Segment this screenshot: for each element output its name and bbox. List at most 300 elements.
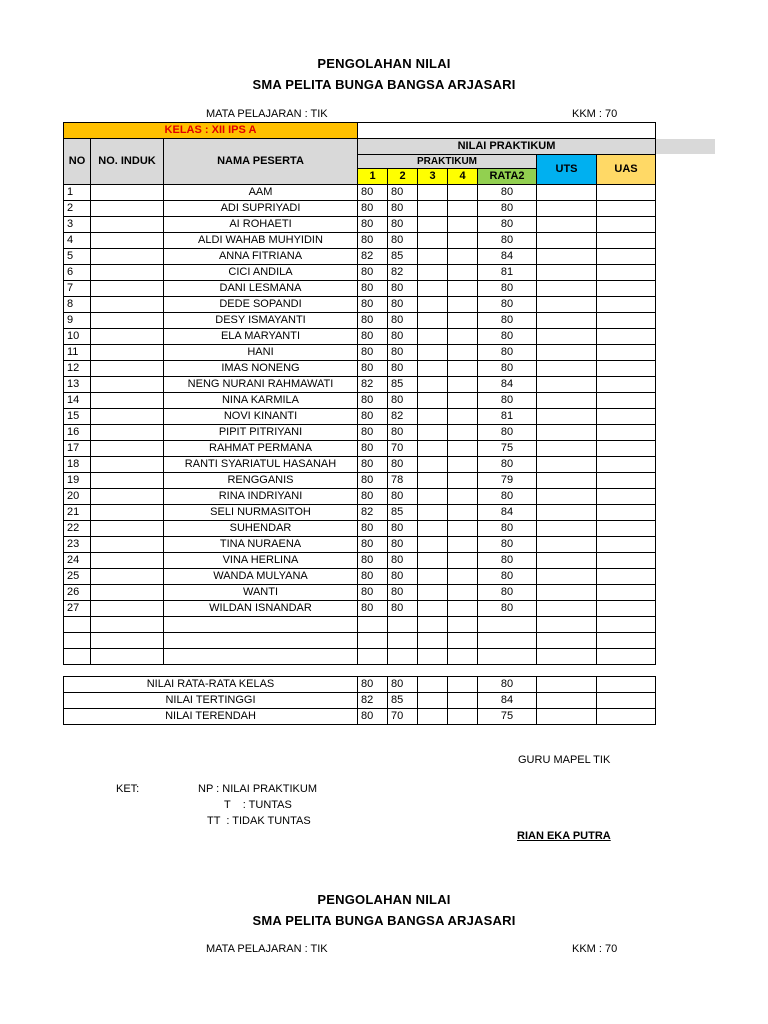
cell-uts [537, 377, 597, 393]
cell-uas [597, 345, 656, 361]
cell-no-induk [91, 217, 164, 233]
cell-uts [537, 217, 597, 233]
cell-uts [537, 633, 597, 649]
cell-no: 15 [64, 409, 91, 425]
cell-rata2: 80 [478, 313, 537, 329]
cell-uas [597, 633, 656, 649]
header-p4: 4 [448, 169, 478, 185]
cell-no-induk [91, 441, 164, 457]
cell-p3 [418, 329, 448, 345]
cell-uts [537, 201, 597, 217]
cell-nama: NENG NURANI RAHMAWATI [164, 377, 358, 393]
table-row [64, 505, 656, 521]
cell-uas [597, 553, 656, 569]
cell-p4 [448, 233, 478, 249]
cell-p3 [418, 313, 448, 329]
cell-p3 [418, 409, 448, 425]
cell-p2: 85 [388, 377, 418, 393]
cell-p1: 80 [358, 345, 388, 361]
cell-rata2: 84 [478, 249, 537, 265]
cell-p3 [418, 585, 448, 601]
cell-rata2: 75 [478, 441, 537, 457]
header-praktikum: PRAKTIKUM [358, 155, 537, 169]
cell-no: 3 [64, 217, 91, 233]
table-row [64, 601, 656, 617]
cell-no-induk [91, 585, 164, 601]
cell-p4 [448, 217, 478, 233]
cell-no-induk [91, 345, 164, 361]
summary-p2: 80 [388, 677, 418, 693]
cell-p3 [418, 649, 448, 665]
cell-uas [597, 537, 656, 553]
subject-label-2: MATA PELAJARAN : TIK [206, 943, 328, 955]
cell-p2: 80 [388, 457, 418, 473]
summary-label: NILAI TERTINGGI [64, 693, 358, 709]
cell-p2: 85 [388, 505, 418, 521]
cell-rata2 [478, 649, 537, 665]
cell-p3 [418, 233, 448, 249]
cell-p2: 78 [388, 473, 418, 489]
cell-p4 [448, 281, 478, 297]
cell-p4 [448, 201, 478, 217]
cell-no: 6 [64, 265, 91, 281]
cell-no: 13 [64, 377, 91, 393]
summary-uts [537, 709, 597, 725]
ket-label: KET: [116, 783, 140, 795]
cell-p4 [448, 569, 478, 585]
cell-nama: PIPIT PITRIYANI [164, 425, 358, 441]
cell-p1: 80 [358, 489, 388, 505]
cell-nama: ADI SUPRIYADI [164, 201, 358, 217]
cell-p4 [448, 265, 478, 281]
cell-no: 27 [64, 601, 91, 617]
cell-uts [537, 553, 597, 569]
cell-rata2: 80 [478, 601, 537, 617]
cell-p4 [448, 377, 478, 393]
cell-nama [164, 649, 358, 665]
cell-no-induk [91, 185, 164, 201]
table-row [64, 553, 656, 569]
table-row [64, 217, 656, 233]
cell-no-induk [91, 425, 164, 441]
cell-rata2: 80 [478, 185, 537, 201]
cell-rata2: 80 [478, 393, 537, 409]
cell-uas [597, 329, 656, 345]
cell-p2: 80 [388, 201, 418, 217]
cell-no: 5 [64, 249, 91, 265]
table-row [64, 185, 656, 201]
cell-p2: 80 [388, 393, 418, 409]
ket-t: T : TUNTAS [224, 799, 292, 811]
cell-p2: 70 [388, 441, 418, 457]
cell-rata2: 79 [478, 473, 537, 489]
cell-uts [537, 329, 597, 345]
cell-no: 17 [64, 441, 91, 457]
cell-rata2: 80 [478, 585, 537, 601]
header-spacer [358, 123, 656, 139]
table-row [64, 457, 656, 473]
cell-no: 21 [64, 505, 91, 521]
cell-rata2: 80 [478, 425, 537, 441]
cell-p3 [418, 377, 448, 393]
cell-uts [537, 441, 597, 457]
summary-uts [537, 693, 597, 709]
cell-p3 [418, 217, 448, 233]
cell-no: 26 [64, 585, 91, 601]
cell-nama: ANNA FITRIANA [164, 249, 358, 265]
cell-uts [537, 281, 597, 297]
cell-p4 [448, 585, 478, 601]
table-row [64, 521, 656, 537]
cell-p1: 80 [358, 281, 388, 297]
summary-p1: 80 [358, 677, 388, 693]
summary-p1: 82 [358, 693, 388, 709]
cell-no-induk [91, 297, 164, 313]
table-row [64, 425, 656, 441]
cell-p1: 80 [358, 521, 388, 537]
header-p1: 1 [358, 169, 388, 185]
cell-p4 [448, 361, 478, 377]
cell-uts [537, 601, 597, 617]
cell-rata2 [478, 617, 537, 633]
cell-p2: 80 [388, 601, 418, 617]
cell-no: 10 [64, 329, 91, 345]
cell-p2: 82 [388, 409, 418, 425]
table-row [64, 393, 656, 409]
cell-no-induk [91, 617, 164, 633]
cell-no-induk [91, 265, 164, 281]
cell-nama: DANI LESMANA [164, 281, 358, 297]
cell-no: 19 [64, 473, 91, 489]
cell-uas [597, 457, 656, 473]
summary-rata2: 75 [478, 709, 537, 725]
cell-uts [537, 233, 597, 249]
cell-p3 [418, 537, 448, 553]
cell-p1: 80 [358, 441, 388, 457]
cell-uas [597, 217, 656, 233]
cell-rata2: 80 [478, 489, 537, 505]
cell-p4 [448, 393, 478, 409]
cell-no-induk [91, 409, 164, 425]
cell-p4 [448, 473, 478, 489]
guru-label: GURU MAPEL TIK [518, 754, 611, 766]
cell-p2 [388, 617, 418, 633]
cell-uts [537, 345, 597, 361]
table-row [64, 345, 656, 361]
cell-no [64, 633, 91, 649]
header-uts: UTS [537, 155, 597, 185]
cell-p2: 80 [388, 329, 418, 345]
cell-no: 12 [64, 361, 91, 377]
cell-uas [597, 617, 656, 633]
cell-p3 [418, 265, 448, 281]
cell-nama: RINA INDRIYANI [164, 489, 358, 505]
summary-p3 [418, 677, 448, 693]
cell-rata2: 80 [478, 361, 537, 377]
cell-rata2: 80 [478, 457, 537, 473]
cell-p1: 80 [358, 409, 388, 425]
cell-no-induk [91, 201, 164, 217]
cell-p1: 80 [358, 313, 388, 329]
cell-rata2: 80 [478, 537, 537, 553]
cell-p3 [418, 617, 448, 633]
cell-rata2: 80 [478, 569, 537, 585]
cell-p4 [448, 521, 478, 537]
cell-p3 [418, 457, 448, 473]
table-row [64, 297, 656, 313]
cell-p3 [418, 249, 448, 265]
cell-p4 [448, 441, 478, 457]
cell-p3 [418, 489, 448, 505]
cell-p2: 80 [388, 297, 418, 313]
cell-no: 2 [64, 201, 91, 217]
summary-row [64, 677, 656, 693]
cell-p2 [388, 633, 418, 649]
cell-uts [537, 361, 597, 377]
cell-no-induk [91, 537, 164, 553]
cell-uas [597, 425, 656, 441]
cell-uts [537, 457, 597, 473]
cell-nama: HANI [164, 345, 358, 361]
table-row [64, 377, 656, 393]
header-rata2: RATA2 [478, 169, 537, 185]
cell-uts [537, 569, 597, 585]
cell-nama: AAM [164, 185, 358, 201]
cell-p3 [418, 361, 448, 377]
cell-no: 20 [64, 489, 91, 505]
cell-no-induk [91, 393, 164, 409]
cell-no [64, 617, 91, 633]
header-p2: 2 [388, 169, 418, 185]
cell-p2 [388, 649, 418, 665]
cell-nama [164, 633, 358, 649]
cell-uas [597, 441, 656, 457]
cell-no-induk [91, 473, 164, 489]
cell-p1: 80 [358, 265, 388, 281]
kelas-label: KELAS : XII IPS A [64, 123, 358, 139]
cell-nama: TINA NURAENA [164, 537, 358, 553]
cell-p4 [448, 537, 478, 553]
cell-nama: IMAS NONENG [164, 361, 358, 377]
summary-row [64, 709, 656, 725]
kkm-label: KKM : 70 [572, 108, 618, 120]
cell-nama: WILDAN ISNANDAR [164, 601, 358, 617]
cell-uas [597, 649, 656, 665]
summary-p3 [418, 709, 448, 725]
summary-p4 [448, 677, 478, 693]
table-row [64, 313, 656, 329]
cell-no: 1 [64, 185, 91, 201]
cell-no: 22 [64, 521, 91, 537]
cell-p4 [448, 601, 478, 617]
cell-p3 [418, 633, 448, 649]
cell-nama [164, 617, 358, 633]
table-row [64, 649, 656, 665]
cell-no-induk [91, 569, 164, 585]
cell-p2: 80 [388, 217, 418, 233]
header-nilai-praktikum: NILAI PRAKTIKUM [358, 139, 656, 155]
subject-label: MATA PELAJARAN : TIK [206, 108, 328, 120]
cell-p4 [448, 425, 478, 441]
cell-no-induk [91, 361, 164, 377]
cell-no-induk [91, 249, 164, 265]
cell-nama: AI ROHAETI [164, 217, 358, 233]
cell-p1: 80 [358, 185, 388, 201]
summary-p1: 80 [358, 709, 388, 725]
cell-p1: 80 [358, 297, 388, 313]
cell-rata2: 80 [478, 297, 537, 313]
cell-p1: 80 [358, 553, 388, 569]
cell-uts [537, 505, 597, 521]
cell-p3 [418, 201, 448, 217]
cell-uts [537, 489, 597, 505]
cell-no: 25 [64, 569, 91, 585]
cell-p3 [418, 441, 448, 457]
table-row [64, 201, 656, 217]
cell-no: 4 [64, 233, 91, 249]
cell-rata2: 80 [478, 329, 537, 345]
page-title: PENGOLAHAN NILAI [317, 56, 451, 71]
cell-no: 18 [64, 457, 91, 473]
cell-rata2: 80 [478, 217, 537, 233]
cell-p2: 80 [388, 553, 418, 569]
table-row [64, 249, 656, 265]
cell-no: 11 [64, 345, 91, 361]
cell-rata2: 80 [478, 201, 537, 217]
cell-nama: NINA KARMILA [164, 393, 358, 409]
cell-uas [597, 473, 656, 489]
cell-p1: 80 [358, 585, 388, 601]
cell-p1: 80 [358, 393, 388, 409]
header-nama: NAMA PESERTA [164, 139, 358, 185]
cell-p2: 80 [388, 585, 418, 601]
summary-p2: 70 [388, 709, 418, 725]
cell-no-induk [91, 633, 164, 649]
ket-np: NP : NILAI PRAKTIKUM [198, 783, 317, 795]
cell-p1: 80 [358, 537, 388, 553]
cell-no-induk [91, 489, 164, 505]
summary-table [63, 676, 656, 725]
cell-p4 [448, 185, 478, 201]
cell-p4 [448, 617, 478, 633]
table-row [64, 537, 656, 553]
cell-uas [597, 265, 656, 281]
summary-label: NILAI TERENDAH [64, 709, 358, 725]
cell-no: 16 [64, 425, 91, 441]
cell-p3 [418, 569, 448, 585]
cell-p1 [358, 633, 388, 649]
cell-no: 7 [64, 281, 91, 297]
table-row [64, 281, 656, 297]
cell-p1: 80 [358, 329, 388, 345]
cell-uas [597, 521, 656, 537]
table-row [64, 265, 656, 281]
cell-p1: 80 [358, 425, 388, 441]
cell-rata2: 80 [478, 345, 537, 361]
header-no-induk: NO. INDUK [91, 139, 164, 185]
cell-uts [537, 185, 597, 201]
cell-p2: 80 [388, 233, 418, 249]
summary-p4 [448, 693, 478, 709]
summary-uts [537, 677, 597, 693]
cell-uas [597, 313, 656, 329]
cell-uas [597, 601, 656, 617]
summary-rata2: 80 [478, 677, 537, 693]
cell-rata2 [478, 633, 537, 649]
cell-uas [597, 201, 656, 217]
cell-p3 [418, 553, 448, 569]
cell-nama: NOVI KINANTI [164, 409, 358, 425]
cell-p3 [418, 473, 448, 489]
cell-p1 [358, 649, 388, 665]
cell-p2: 80 [388, 569, 418, 585]
cell-no [64, 649, 91, 665]
cell-p2: 80 [388, 313, 418, 329]
cell-no-induk [91, 649, 164, 665]
cell-nama: ELA MARYANTI [164, 329, 358, 345]
cell-no-induk [91, 457, 164, 473]
cell-uas [597, 393, 656, 409]
summary-p2: 85 [388, 693, 418, 709]
summary-rata2: 84 [478, 693, 537, 709]
cell-no-induk [91, 313, 164, 329]
cell-uts [537, 473, 597, 489]
cell-p3 [418, 297, 448, 313]
cell-p1: 80 [358, 457, 388, 473]
cell-p1 [358, 617, 388, 633]
cell-no-induk [91, 505, 164, 521]
header-uas: UAS [597, 155, 656, 185]
ket-tt: TT : TIDAK TUNTAS [207, 815, 311, 827]
cell-p3 [418, 185, 448, 201]
table-row [64, 489, 656, 505]
cell-p2: 80 [388, 185, 418, 201]
guru-name: RIAN EKA PUTRA [517, 830, 611, 842]
cell-p4 [448, 457, 478, 473]
cell-no: 23 [64, 537, 91, 553]
table-row [64, 617, 656, 633]
cell-rata2: 84 [478, 377, 537, 393]
cell-uas [597, 281, 656, 297]
cell-nama: SELI NURMASITOH [164, 505, 358, 521]
cell-uas [597, 297, 656, 313]
cell-uas [597, 249, 656, 265]
table-row [64, 633, 656, 649]
cell-p1: 80 [358, 569, 388, 585]
cell-nama: DEDE SOPANDI [164, 297, 358, 313]
cell-no-induk [91, 233, 164, 249]
cell-nama: VINA HERLINA [164, 553, 358, 569]
cell-no-induk [91, 329, 164, 345]
cell-uts [537, 393, 597, 409]
cell-rata2: 84 [478, 505, 537, 521]
cell-no-induk [91, 281, 164, 297]
cell-no: 8 [64, 297, 91, 313]
cell-nama: WANTI [164, 585, 358, 601]
cell-no: 24 [64, 553, 91, 569]
cell-uas [597, 409, 656, 425]
cell-p3 [418, 281, 448, 297]
cell-p1: 80 [358, 217, 388, 233]
cell-uts [537, 425, 597, 441]
table-row [64, 409, 656, 425]
cell-p4 [448, 553, 478, 569]
cell-nama: CICI ANDILA [164, 265, 358, 281]
cell-uas [597, 569, 656, 585]
cell-nama: SUHENDAR [164, 521, 358, 537]
cell-p1: 80 [358, 473, 388, 489]
cell-p1: 80 [358, 601, 388, 617]
